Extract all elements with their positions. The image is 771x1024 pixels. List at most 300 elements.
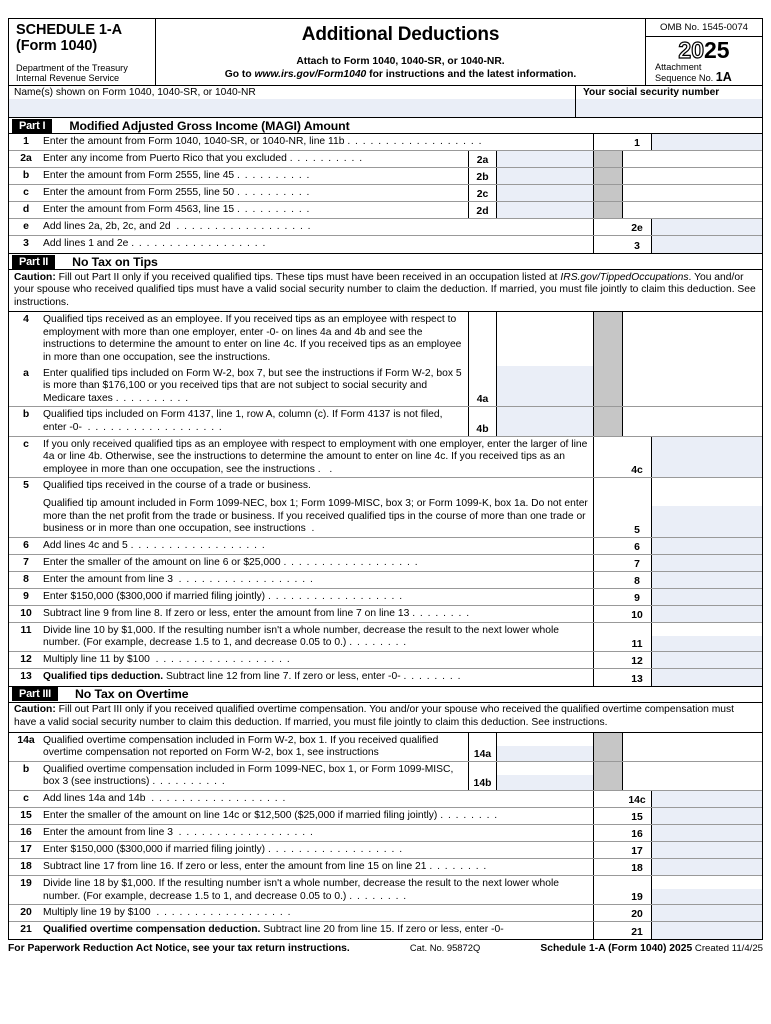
line-desc-bold: Qualified tips deduction.: [43, 670, 164, 682]
line-text: [43, 478, 593, 536]
line-desc: Add lines 4c and 5: [43, 539, 128, 551]
spacer-column: [593, 572, 623, 588]
sub-amount-label: 2b: [469, 168, 497, 184]
line-text: [43, 733, 468, 761]
amount-label: 20: [623, 905, 652, 921]
table-row: [9, 669, 762, 686]
spacer-column: [593, 652, 623, 668]
spacer-column: [593, 589, 623, 605]
line-number: 10: [20, 607, 32, 619]
amount-input[interactable]: [652, 478, 762, 536]
amount-cell: [623, 623, 762, 651]
line-number: 8: [23, 573, 29, 585]
line-desc: Enter the amount from Form 1040, 1040-SR, or 1040-NR, line 11b: [43, 136, 345, 147]
amount-input[interactable]: [652, 219, 762, 235]
line-number: b: [22, 763, 30, 775]
spacer-column: [593, 859, 623, 875]
table-row: [9, 791, 762, 808]
spacer-column: [593, 808, 623, 824]
department-line2: Internal Revenue Service: [16, 73, 120, 84]
amount-cell: [623, 669, 762, 686]
line-number: 5: [23, 480, 29, 492]
footer-schedule-id: [540, 943, 763, 954]
amount-cell: [623, 825, 762, 841]
sub-amount-cell: [468, 151, 593, 167]
amount-cell: [623, 168, 762, 184]
amount-cell: [623, 572, 762, 588]
goto-url[interactable]: www.irs.gov/Form1040: [254, 69, 367, 80]
line-desc: Qualified overtime compensation included in Form W-2, box 1. If you received qualified overtime compensation not reported on Form W-2, box 1, see instructions: [43, 734, 439, 759]
sub-amount-input[interactable]: [497, 202, 593, 218]
line-desc: Divide line 10 by $1,000. If the resulting number isn't a whole number, decrease the result to the next lower whole number. (For example, decrease 1.5 to 1, and decrease 0.05 to 0.): [43, 624, 559, 649]
amount-cell: [623, 859, 762, 875]
dot-leaders: . . . . . . . . . . . . . . . . . .: [178, 573, 314, 585]
amount-label: 15: [623, 808, 652, 824]
spacer-column: [593, 762, 623, 790]
line-text: [43, 825, 593, 841]
amount-input[interactable]: [652, 808, 762, 824]
attach-to-line: Attach to Form 1040, 1040-SR, or 1040-NR.: [296, 56, 505, 67]
table-row: [9, 219, 762, 236]
line-desc: Qualified tips included on Form 4137, line 1, row A, column (c). If Form 4137 is not filed, enter -0-: [43, 409, 443, 434]
amount-input[interactable]: [652, 236, 762, 253]
attachment-seq-line: [655, 72, 762, 83]
line-text: [43, 202, 468, 218]
spacer-column: [593, 623, 623, 651]
line-text: [43, 623, 593, 651]
footer-schedule-name: Schedule 1-A (Form 1040) 2025: [540, 943, 693, 955]
line-desc: Subtract line 17 from line 16. If zero or less, enter the amount from line 15 on line 21: [43, 861, 427, 873]
line-desc: Enter the amount from line 3: [43, 827, 173, 839]
table-row: [9, 905, 762, 922]
amount-label: 8: [623, 572, 652, 588]
part-2-caution: [8, 269, 763, 311]
line-number: 7: [23, 556, 29, 568]
line-number: 6: [23, 539, 29, 551]
sub-amount-input[interactable]: [497, 185, 593, 201]
spacer-column: [593, 219, 623, 235]
line-desc: Subtract line 20 from line 15. If zero or less, enter -0-: [260, 924, 504, 936]
table-row: [9, 623, 762, 652]
line-number: 12: [20, 653, 32, 665]
schedule-title: [16, 23, 149, 54]
amount-input: [652, 366, 762, 407]
table-row: [9, 922, 762, 939]
line-desc: Multiply line 11 by $100: [43, 653, 150, 665]
sub-amount-input[interactable]: [497, 407, 593, 435]
tipped-occupations-link[interactable]: IRS.gov/TippedOccupations: [560, 271, 689, 283]
line-desc: Enter the amount from Form 2555, line 50: [43, 187, 235, 198]
amount-cell: [623, 134, 762, 150]
amount-label: [623, 407, 652, 435]
line-number: a: [23, 367, 29, 379]
line-text: [43, 808, 593, 824]
line-text: [43, 572, 593, 588]
spacer-column: [593, 555, 623, 571]
amount-label: 17: [623, 842, 652, 858]
line-number: 9: [23, 590, 29, 602]
line-text: [43, 151, 468, 167]
amount-label: 21: [623, 922, 652, 939]
spacer-column: [593, 437, 623, 478]
spacer-column: [593, 825, 623, 841]
amount-cell: [623, 791, 762, 807]
caution-text-2: . You and/or your spouse who received qualified tips must have a valid social security number to claim the deduction. If married, you must file jointly to claim this deduction. See instructions.: [14, 271, 756, 308]
caution-text-1: Fill out Part II only if you received qualified tips. These tips must have been received in an occupation listed at: [55, 271, 561, 283]
dot-leaders: . . . . . . . . . . . . . . . . . .: [151, 793, 287, 805]
amount-cell: [623, 842, 762, 858]
amount-label: [623, 151, 652, 167]
spacer-column: [593, 366, 623, 407]
line-number: c: [23, 793, 29, 805]
amount-label: [623, 733, 652, 761]
spacer-column: [593, 236, 623, 253]
part-3-title: No Tax on Overtime: [75, 687, 189, 702]
department-line1: Department of the Treasury: [16, 63, 128, 73]
table-row: [9, 876, 762, 905]
line-text: [43, 437, 593, 478]
dot-leaders: . . . . . . . . . . . . . . . . . .: [347, 136, 483, 147]
amount-cell: [623, 606, 762, 622]
amount-label: [623, 366, 652, 407]
caution-label: Caution:: [14, 271, 56, 283]
amount-input[interactable]: [652, 876, 762, 904]
omb-number: OMB No. 1545-0074: [646, 19, 762, 37]
amount-input: [652, 762, 762, 790]
dot-leaders: . . . . . . . . . . . . . . . . . .: [283, 556, 419, 568]
part-2-title: No Tax on Tips: [72, 254, 158, 269]
amount-label: [623, 168, 652, 184]
form-title: Additional Deductions: [301, 24, 500, 45]
table-row: [9, 652, 762, 669]
line-text: [43, 134, 593, 150]
table-row: [9, 733, 762, 762]
dot-leaders: . . . . . . . .: [403, 670, 462, 682]
spacer-column: [593, 733, 623, 761]
schedule-title-line1: SCHEDULE 1-A: [16, 22, 122, 38]
sub-amount-label: 2a: [469, 151, 497, 167]
amount-cell: [623, 478, 762, 536]
form-footer: [8, 939, 763, 954]
sub-amount-input[interactable]: [497, 151, 593, 167]
amount-label: [623, 762, 652, 790]
amount-input: [652, 168, 762, 184]
spacer-column: [593, 842, 623, 858]
line-text: [43, 366, 468, 407]
amount-input[interactable]: [652, 842, 762, 858]
name-field-label: Name(s) shown on Form 1040, 1040-SR, or 1040-NR: [14, 87, 256, 98]
attachment-label-line2: Sequence No.: [655, 73, 714, 84]
dot-leaders: . . . . . . . .: [349, 637, 408, 649]
spacer-column: [593, 478, 623, 536]
schedule-title-line2: (Form 1040): [16, 37, 98, 54]
amount-label: 2e: [623, 219, 652, 235]
amount-cell: [623, 762, 762, 790]
sub-amount-input[interactable]: [497, 733, 593, 761]
line-text: [43, 606, 593, 622]
spacer-column: [593, 669, 623, 686]
line-number: 2a: [20, 153, 32, 164]
dot-leaders: . . . . . . . . . . . . . . . . . .: [155, 653, 291, 665]
spacer-column: [593, 202, 623, 218]
amount-label: 14c: [623, 791, 652, 807]
line-desc-bold: Qualified overtime compensation deduction.: [43, 924, 261, 936]
table-row: [9, 859, 762, 876]
sub-amount-cell: [468, 185, 593, 201]
amount-input[interactable]: [652, 134, 762, 150]
amount-input[interactable]: [652, 538, 762, 554]
table-row: [9, 168, 762, 185]
line-number: b: [22, 170, 30, 181]
line-desc: Enter qualified tips included on Form W-2, box 7, but see the instructions if Form W-2, box 5 is more than $176,100 or you received tips that are not subject to social security and Medicare taxes: [43, 367, 462, 404]
amount-cell: [623, 876, 762, 904]
dot-leaders: . . . . . . . . . . . . . . . . . .: [176, 221, 312, 232]
table-row: [9, 366, 762, 408]
caution-label: Caution:: [14, 704, 56, 716]
table-row: [9, 842, 762, 859]
part-2-table: [8, 311, 763, 686]
amount-label: 1: [623, 134, 652, 150]
line-text: [43, 876, 593, 904]
table-row: [9, 762, 762, 791]
line-text: [43, 236, 593, 253]
sub-amount-input[interactable]: [497, 762, 593, 790]
line-number: b: [22, 409, 30, 421]
line-number: 20: [20, 907, 32, 919]
part-1-table: [8, 133, 763, 253]
part-3-caution: [8, 702, 763, 732]
attach-instructions: [156, 55, 645, 81]
line-desc: Add lines 1 and 2e: [43, 238, 129, 249]
line-number: 16: [20, 827, 32, 839]
line-desc: Enter the smaller of the amount on line 14c or $12,500 ($25,000 if married filing jointly): [43, 810, 438, 822]
line-desc: Enter $150,000 ($300,000 if married filing jointly): [43, 590, 266, 602]
line-desc: If you only received qualified tips as an employee with respect to employment with one employer, enter the larger of line 4a or line 4b. Otherwise, see the instructions to determine the amount to enter on line 4c. If you received tips as an employee in more than one occupation, see the instructions: [43, 438, 588, 475]
table-row: [9, 312, 762, 365]
spacer-column: [593, 791, 623, 807]
tax-year-prefix: 20: [678, 37, 704, 63]
line-text: [43, 219, 593, 235]
spacer-column: [593, 185, 623, 201]
line-desc: Qualified overtime compensation included in Form 1099-NEC, box 1, or Form 1099-MISC, box 3 (see instructions): [43, 763, 454, 788]
sub-amount-cell: [468, 202, 593, 218]
table-row: [9, 538, 762, 555]
dot-leaders: . . . . . . . . . . . . . . . . . .: [131, 238, 267, 249]
header-center-block: [156, 19, 646, 85]
dot-leaders: . . . . . . . . . . . . . . . . . .: [178, 827, 314, 839]
dot-leaders: . .: [317, 463, 334, 475]
amount-label: [623, 312, 652, 365]
line-number: 3: [23, 238, 29, 249]
amount-input[interactable]: [652, 555, 762, 571]
goto-suffix: for instructions and the latest information.: [366, 69, 577, 80]
sub-amount-cell: [468, 312, 593, 365]
amount-input[interactable]: [652, 859, 762, 875]
tax-year-suffix: 25: [704, 37, 730, 63]
amount-label: 11: [623, 623, 652, 651]
line-number: e: [23, 221, 29, 232]
dot-leaders: . . . . . . . . . . . . . . . . . .: [130, 539, 266, 551]
part-2-banner: [8, 253, 763, 269]
amount-input[interactable]: [652, 589, 762, 605]
caution-text: Fill out Part III only if you received qualified overtime compensation. You and/or your spouse who received the qualified overtime compensation must have a valid social security number to claim this deduction. If married, you must file jointly to claim this deduction. See instructions.: [14, 704, 735, 729]
line-text: [43, 922, 593, 939]
line-desc: Enter the amount from Form 4563, line 15: [43, 204, 235, 215]
part-3-table: [8, 732, 763, 940]
line-desc: Enter any income from Puerto Rico that you excluded: [43, 153, 287, 164]
line-text: [43, 842, 593, 858]
sub-amount-cell: [468, 407, 593, 435]
line-number: d: [22, 204, 30, 215]
line-text: [43, 555, 593, 571]
line-desc: Qualified tips received in the course of a trade or business.: [43, 480, 311, 492]
line-text: [43, 762, 468, 790]
line-text: [43, 905, 593, 921]
line-text: [43, 407, 468, 435]
spacer-column: [593, 312, 623, 365]
amount-input: [652, 202, 762, 218]
dot-leaders: . . . . . . . . . .: [289, 153, 364, 164]
sub-amount-input: [497, 312, 593, 365]
line-number: 18: [20, 861, 32, 873]
dot-leaders: . . . . . . . . . .: [237, 204, 311, 215]
line-text: [43, 185, 468, 201]
amount-label: 9: [623, 589, 652, 605]
amount-cell: [623, 202, 762, 218]
sub-amount-cell: [468, 762, 593, 790]
sub-amount-label: 14a: [469, 733, 497, 761]
amount-input: [652, 733, 762, 761]
amount-input[interactable]: [652, 437, 762, 478]
amount-cell: [623, 151, 762, 167]
ssn-field-label: Your social security number: [583, 87, 720, 98]
table-row: [9, 606, 762, 623]
part-1-banner: [8, 117, 763, 133]
line-desc: Enter the amount from Form 2555, line 45: [43, 170, 235, 181]
amount-input[interactable]: [652, 623, 762, 651]
goto-prefix: Go to: [224, 69, 255, 80]
amount-input[interactable]: [652, 791, 762, 807]
line-number: c: [23, 187, 29, 198]
dot-leaders: . . . . . . . .: [429, 861, 488, 873]
amount-input[interactable]: [652, 572, 762, 588]
dot-leaders: . . . . . . . . . . . . . . . . . .: [156, 907, 292, 919]
amount-input[interactable]: [652, 652, 762, 668]
spacer-column: [593, 407, 623, 435]
sub-amount-label: 4b: [469, 407, 497, 435]
spacer-column: [593, 134, 623, 150]
amount-cell: [623, 407, 762, 435]
line-desc: Subtract line 9 from line 8. If zero or less, enter the amount from line 7 on line 13: [43, 607, 410, 619]
part-3-banner: [8, 686, 763, 702]
amount-cell: [623, 922, 762, 939]
part-2-tag: Part II: [12, 255, 55, 269]
amount-label: 12: [623, 652, 652, 668]
amount-cell: [623, 236, 762, 253]
amount-cell: [623, 538, 762, 554]
table-row: [9, 185, 762, 202]
sub-amount-input[interactable]: [497, 168, 593, 184]
line-number: 21: [20, 924, 32, 936]
taxpayer-identification-row: [8, 85, 763, 117]
part-1-title: Modified Adjusted Gross Income (MAGI) Amount: [69, 118, 350, 133]
attachment-sequence: [646, 62, 762, 83]
amount-input[interactable]: [652, 669, 762, 686]
sub-amount-label: 4a: [469, 366, 497, 407]
form-header: [8, 18, 763, 85]
spacer-column: [593, 606, 623, 622]
sub-amount-cell: [468, 168, 593, 184]
amount-input[interactable]: [652, 905, 762, 921]
amount-label: 19: [623, 876, 652, 904]
amount-cell: [623, 312, 762, 365]
line-number: 15: [20, 810, 32, 822]
paperwork-notice: For Paperwork Reduction Act Notice, see your tax return instructions.: [8, 943, 350, 955]
line-number: 19: [20, 878, 32, 890]
dot-leaders: . . . . . . . . . .: [115, 392, 190, 404]
line-desc: Enter the smaller of the amount on line 6 or $25,000: [43, 556, 281, 568]
table-row: [9, 437, 762, 479]
goto-line: [156, 68, 645, 81]
dot-leaders: . . . . . . . . . .: [152, 776, 226, 788]
line-desc-secondary: [43, 498, 589, 536]
amount-label: [623, 185, 652, 201]
dot-leaders: . . . . . . . .: [440, 810, 499, 822]
name-field[interactable]: [9, 86, 576, 117]
amount-input[interactable]: [652, 825, 762, 841]
amount-label: 13: [623, 669, 652, 686]
line-text: [43, 168, 468, 184]
table-row: [9, 478, 762, 537]
ssn-field[interactable]: [576, 86, 762, 117]
amount-input: [652, 312, 762, 365]
amount-cell: [623, 808, 762, 824]
sub-amount-label: [469, 312, 497, 365]
dot-leaders: .: [311, 523, 316, 535]
attachment-seq-value: 1A: [715, 70, 732, 85]
sub-amount-input[interactable]: [497, 366, 593, 407]
line-text: [43, 589, 593, 605]
amount-input: [652, 185, 762, 201]
sub-amount-label: 2c: [469, 185, 497, 201]
amount-input[interactable]: [652, 922, 762, 939]
table-row: [9, 555, 762, 572]
spacer-column: [593, 922, 623, 939]
line-desc-body: Qualified tip amount included in Form 1099-NEC, box 1; Form 1099-MISC, box 3; or Form 1099-K, box 1a. Do not enter more than the net profit from the trade or business. If you received qualified tips in the course of more than one trade or business or in more than one occupation, see instructions: [43, 498, 588, 535]
amount-input[interactable]: [652, 606, 762, 622]
line-text: [43, 652, 593, 668]
amount-cell: [623, 555, 762, 571]
table-row: [9, 572, 762, 589]
amount-cell: [623, 185, 762, 201]
line-number: 13: [20, 670, 32, 682]
amount-cell: [623, 905, 762, 921]
line-desc: Subtract line 12 from line 7. If zero or less, enter -0-: [163, 670, 401, 682]
table-row: [9, 589, 762, 606]
amount-label: 3: [623, 236, 652, 253]
sub-amount-cell: [468, 366, 593, 407]
dot-leaders: . . . . . . . .: [412, 607, 471, 619]
part-1-tag: Part I: [12, 119, 52, 133]
header-right-block: [646, 19, 762, 85]
line-number: 1: [23, 136, 29, 147]
amount-label: 16: [623, 825, 652, 841]
table-row: [9, 151, 762, 168]
department-block: [16, 63, 149, 84]
dot-leaders: . . . . . . . . . . . . . . . . . .: [267, 590, 404, 602]
line-number: 11: [20, 624, 32, 636]
sub-amount-cell: [468, 733, 593, 761]
